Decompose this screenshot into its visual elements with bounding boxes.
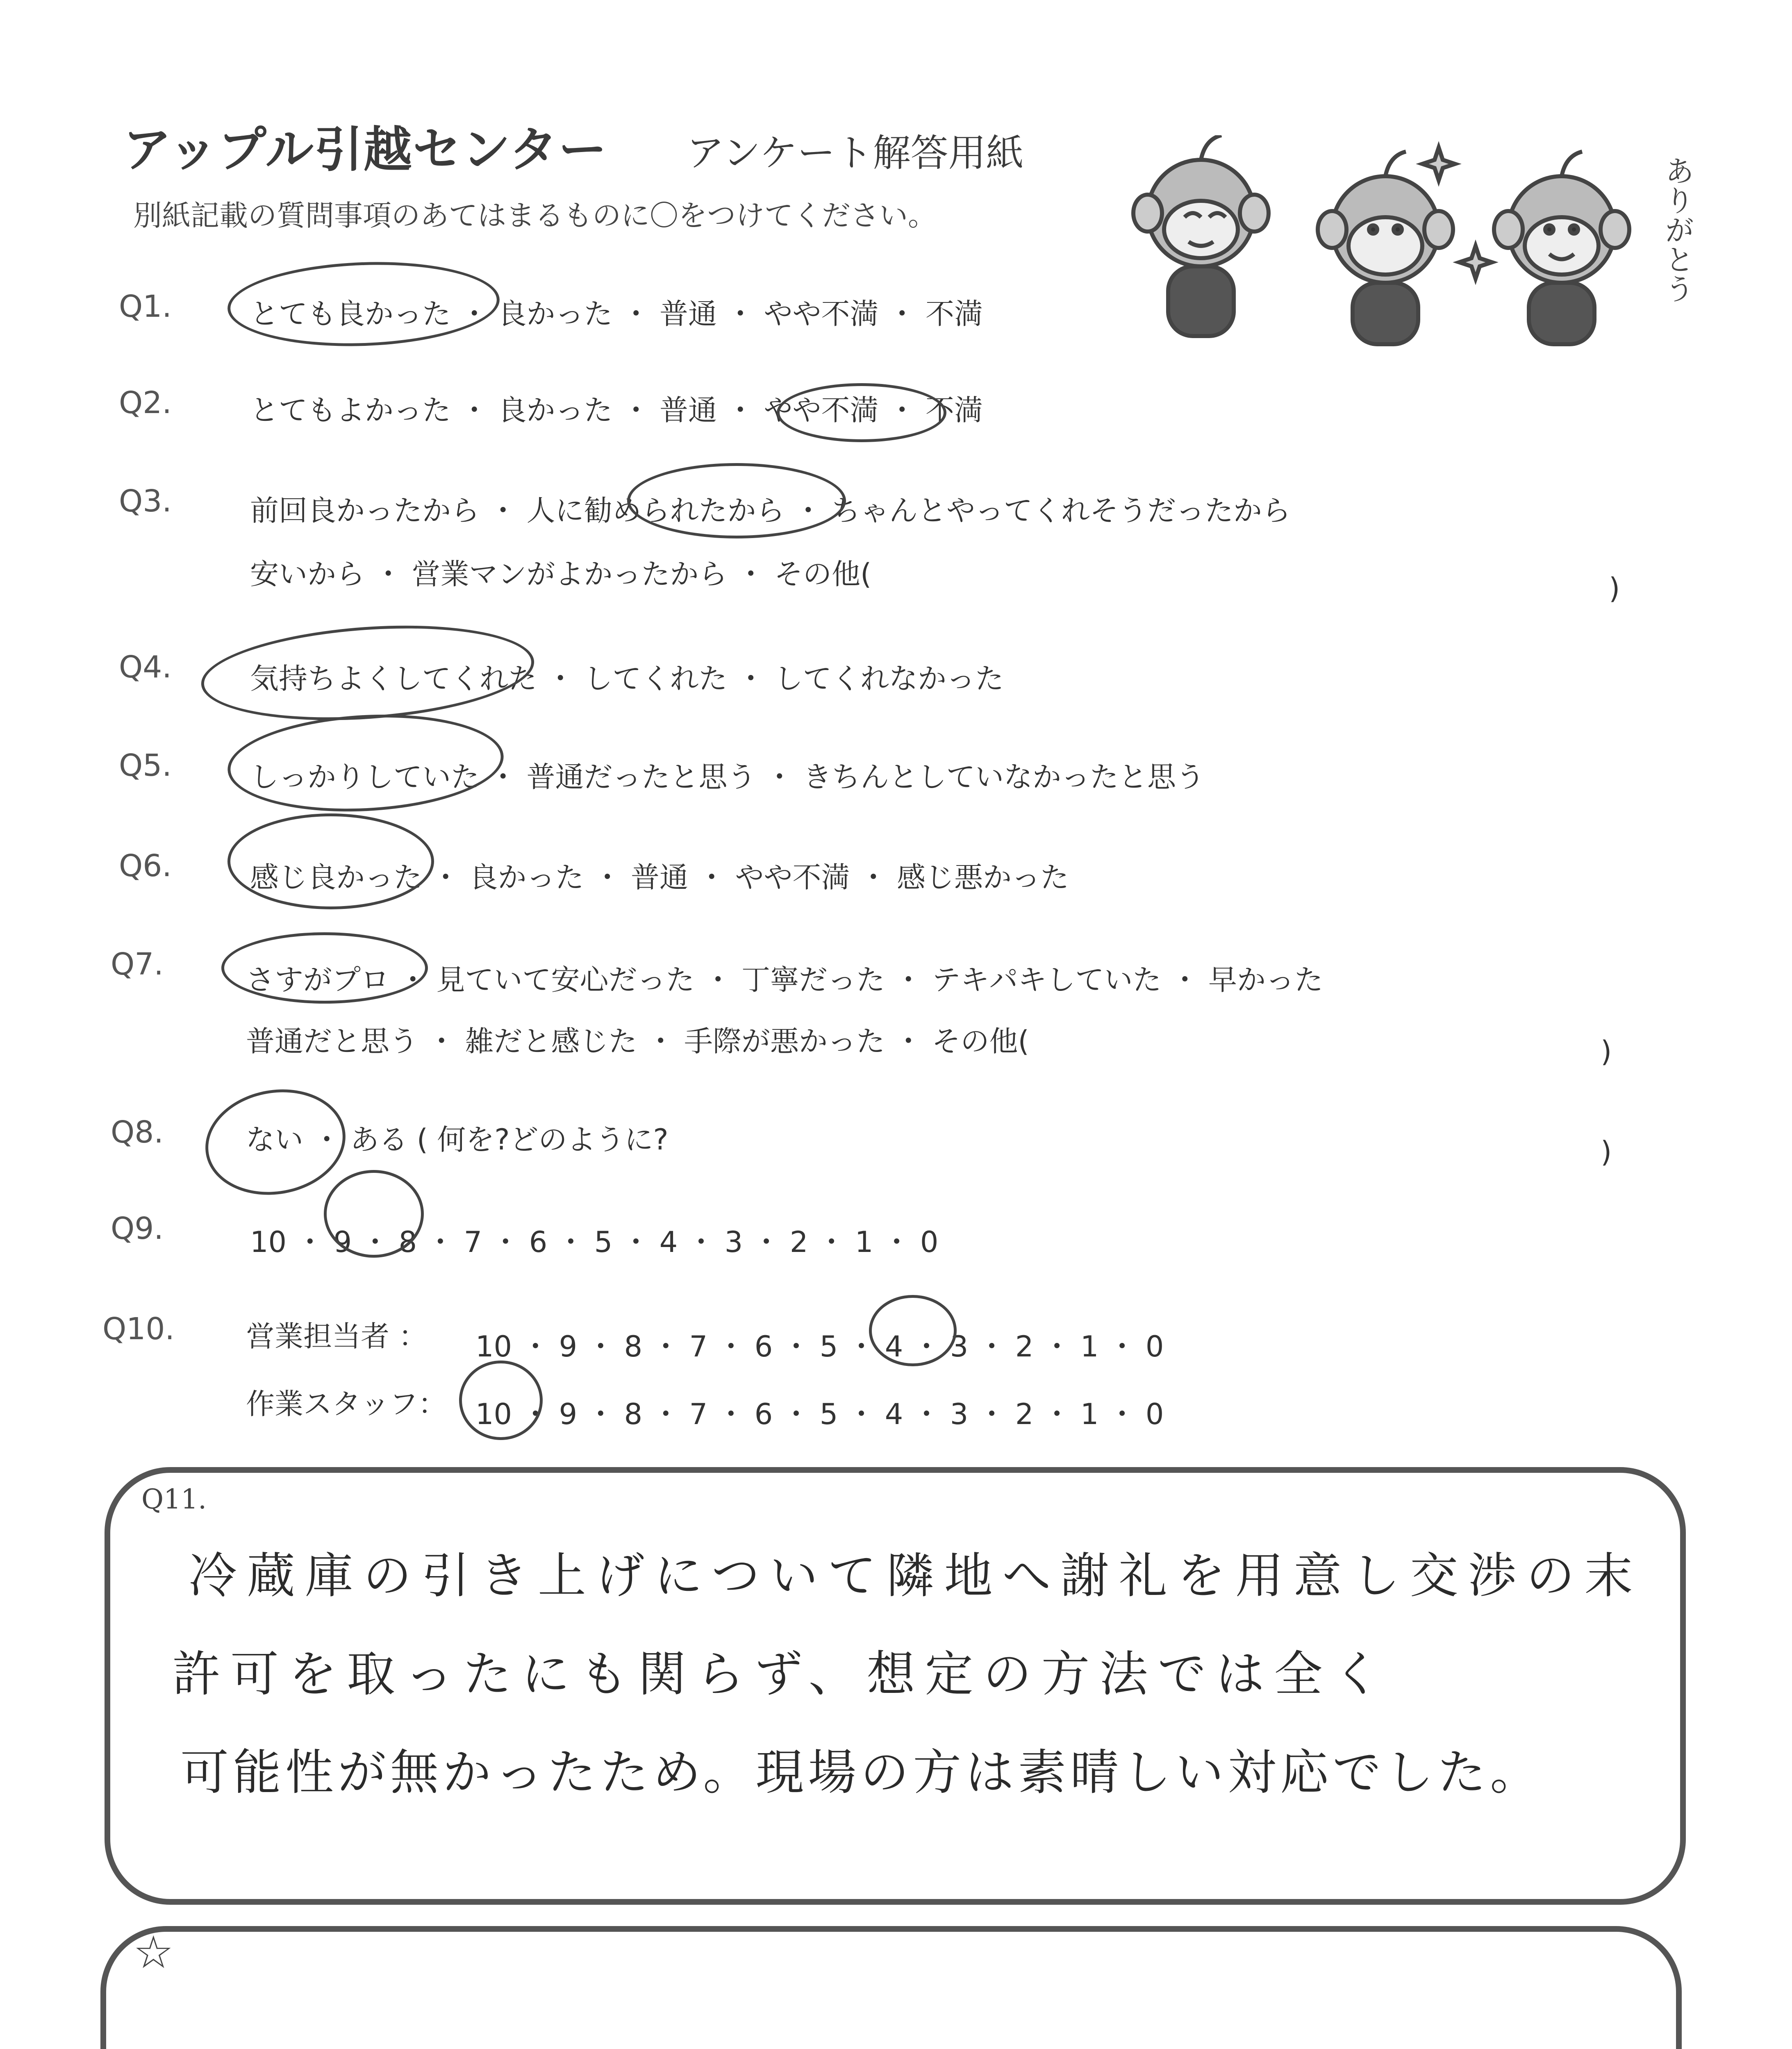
q7-options-line1[interactable]: さすがプロ ・ 見ていて安心だった ・ 丁寧だった ・ テキパキしていた ・ 早かった xyxy=(246,963,1324,997)
q9-label: Q9. xyxy=(111,1211,164,1246)
form-subtitle: アンケート解答用紙 xyxy=(687,131,1024,175)
q10-staff-scale[interactable]: 10 ・ 9 ・ 8 ・ 7 ・ 6 ・ 5 ・ 4 ・ 3 ・ 2 ・ 1 ・ 0 xyxy=(475,1397,1164,1431)
q1-selection-circle xyxy=(226,257,501,350)
q7-selection-circle xyxy=(221,932,428,1004)
q5-options[interactable]: しっかりしていた ・ 普通だったと思う ・ きちんとしていなかったと思う xyxy=(250,760,1205,794)
q10-staff-label: 作業スタッフ： xyxy=(246,1387,447,1421)
q8-selection-circle xyxy=(197,1079,354,1206)
q3-options-line1[interactable]: 前回良かったから ・ 人に勧められたから ・ ちゃんとやってくれそうだったから xyxy=(250,494,1291,527)
q3-selection-circle xyxy=(627,463,846,538)
q5-label: Q5. xyxy=(119,748,172,783)
sparkle-icon xyxy=(1422,148,1455,180)
q11-comment-line1: 冷蔵庫の引き上げについて隣地へ謝礼を用意し交渉の末 xyxy=(189,1547,1643,1604)
q8-label: Q8. xyxy=(111,1115,164,1150)
monkey-icon xyxy=(1494,152,1629,344)
q8-options[interactable]: ない ・ ある ( 何を?どのように? xyxy=(246,1123,669,1156)
q7-close-paren: ) xyxy=(1601,1035,1612,1068)
q7-options-line2[interactable]: 普通だと思う ・ 雑だと感じた ・ 手際が悪かった ・ その他( xyxy=(246,1024,1029,1058)
monkey-mascot-illustration xyxy=(1123,135,1689,365)
q6-selection-circle xyxy=(227,813,434,909)
q2-label: Q2. xyxy=(119,385,172,420)
q11-label: Q11. xyxy=(141,1483,207,1515)
q9-scale[interactable]: 10 ・ 9 ・ 8 ・ 7 ・ 6 ・ 5 ・ 4 ・ 3 ・ 2 ・ 1 ・ 0 xyxy=(250,1225,939,1259)
mascot-caption: ありがとう xyxy=(1660,156,1694,303)
q2-options[interactable]: とてもよかった ・ 良かった ・ 普通 ・ やや不満 ・ 不満 xyxy=(250,393,983,427)
q3-close-paren: ) xyxy=(1609,572,1620,605)
free-comment-box xyxy=(100,1926,1682,2049)
q10-staff-selection-circle xyxy=(459,1361,543,1440)
q4-selection-circle xyxy=(198,616,537,730)
q1-options[interactable]: とても良かった ・ 良かった ・ 普通 ・ やや不満 ・ 不満 xyxy=(250,297,983,331)
q3-options-line2[interactable]: 安いから ・ 営業マンがよかったから ・ その他( xyxy=(250,557,872,591)
q4-options[interactable]: 気持ちよくしてくれた ・ してくれた ・ してくれなかった xyxy=(250,662,1004,695)
instruction-text: 別紙記載の質問事項のあてはまるものに〇をつけてください。 xyxy=(133,199,937,232)
q9-selection-circle xyxy=(324,1170,424,1258)
q5-selection-circle xyxy=(225,708,506,818)
q10-label: Q10. xyxy=(102,1311,175,1347)
monkey-icon xyxy=(1318,152,1453,344)
q8-close-paren: ) xyxy=(1601,1135,1612,1169)
q6-label: Q6. xyxy=(119,848,172,884)
q7-label: Q7. xyxy=(111,947,164,982)
q10-sales-selection-circle xyxy=(869,1295,957,1366)
monkey-icon xyxy=(1133,135,1269,336)
q10-sales-label: 営業担当者 ： xyxy=(246,1320,428,1353)
q3-label: Q3. xyxy=(119,484,172,519)
q6-options[interactable]: 感じ良かった ・ 良かった ・ 普通 ・ やや不満 ・ 感じ悪かった xyxy=(250,861,1069,894)
q2-selection-circle xyxy=(777,383,946,442)
form-title: アップル引越センター xyxy=(123,121,608,178)
q11-comment-line3: 可能性が無かったため。現場の方は素晴しい対応でした。 xyxy=(180,1744,1543,1801)
sparkle-icon xyxy=(1459,246,1492,279)
q10-sales-scale[interactable]: 10 ・ 9 ・ 8 ・ 7 ・ 6 ・ 5 ・ 4 ・ 3 ・ 2 ・ 1 ・ 0 xyxy=(475,1330,1164,1363)
q11-comment-line2: 許可を取ったにも関らず、想定の方法では全く xyxy=(172,1646,1391,1702)
star-icon: ☆ xyxy=(133,1926,174,1979)
q1-label: Q1. xyxy=(119,289,172,324)
q4-label: Q4. xyxy=(119,650,172,685)
